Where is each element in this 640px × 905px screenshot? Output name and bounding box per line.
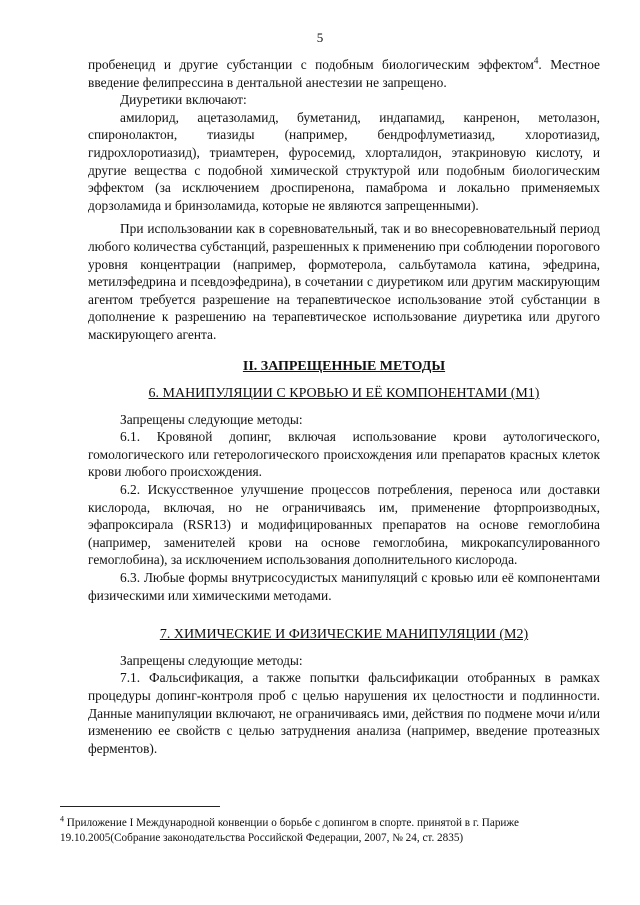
paragraph-item-6-1: 6.1. Кровяной допинг, включая использование крови аутологического, гомологического или гетерологического происхождения или препаратов красных клеток крови любого происхождения.: [88, 429, 600, 480]
paragraph-m2-intro: Запрещены следующие методы:: [120, 652, 303, 668]
paragraph-text: пробенецид и другие субстанции с подобным биологическим эффектом: [88, 57, 534, 72]
paragraph-therapeutic-use: При использовании как в соревновательный, так и во внесоревновательный период любого количества субстанций, разрешенных к применению при соблюдении порогового уровня концентрации (например, формотерола, сальбутамола катина, эфедрина, метилэфедрина и псевдоэфедрина), в сочетании с диуретиком или другим маскирующим агентом требуется разрешение на терапевтическое использование этой субстанции в дополнение к разрешению на терапевтическое использование диуретика или другого маскирующего агента.: [88, 221, 600, 342]
paragraph-item-7-1: 7.1. Фальсификация, а также попытки фальсификации отобранных в рамках процедуры допинг-контроля проб с целью нарушения их целостности и подлинности. Данные манипуляции включают, не ограничиваясь ими, действия по подмене мочи и/или изменению ее свойств с целью затруднения анализа (например, введение протеазных ферментов).: [88, 670, 600, 756]
paragraph-m1-intro: Запрещены следующие методы:: [120, 411, 303, 427]
paragraph-probenecid: [88, 56, 600, 91]
footnote: [60, 816, 580, 846]
paragraph-diuretics-intro: Диуретики включают:: [120, 92, 247, 108]
section-title-m1: 6. МАНИПУЛЯЦИИ С КРОВЬЮ И ЕЁ КОМПОНЕНТАМИ (M1): [148, 386, 540, 402]
paragraph-text: . Местное введение фелипрессина в дентальной анестезии не запрещено.: [88, 57, 601, 90]
section-title-m2: 7. ХИМИЧЕСКИЕ И ФИЗИЧЕСКИЕ МАНИПУЛЯЦИИ (M2): [159, 627, 529, 643]
page-number: 5: [316, 30, 324, 45]
paragraph-item-6-3: 6.3. Любые формы внутрисосудистых манипуляций с кровью или её компонентами физическими или химическими методами.: [88, 570, 600, 603]
footnote-marker: 4: [60, 814, 64, 824]
paragraph-diuretics-list: амилорид, ацетазоламид, буметанид, индапамид, канренон, метолазон, спиронолактон, тиазиды (например, бендрофлуметиазид, хлоротиазид, гидрохлоротиазид), триамтерен, фуросемид, хлорталидон, этакриновую кислоту, и другие вещества с подобной химической структурой или подобным биологическим эффектом (за исключением дроспиренона, памаброма и локально применяемых дорзоламида и бринзоламида, которые не являются запрещенными).: [88, 109, 600, 213]
section-title-prohibited-methods: II. ЗАПРЕЩЕННЫЕ МЕТОДЫ: [242, 358, 446, 374]
document-body: [88, 56, 600, 757]
footnote-ref: 4: [533, 55, 539, 66]
footnote-divider: [60, 806, 220, 807]
paragraph-item-6-2: 6.2. Искусственное улучшение процессов потребления, переноса или доставки кислорода, включая, но не ограничиваясь им, применение фторпроизводных, эфапроксирала (RSR13) и модифицированных препаратов на основе гемоглобина (например, заменителей крови на основе гемоглобина, микрокапсулированного гемоглобина), за исключением использования дополнительного кислорода.: [88, 482, 600, 568]
footnote-text: Приложение I Международной конвенции о борьбе с допингом в спорте. принятой в г. Париже 19.10.2005(Собрание законодательства Российской Федерации, 2007, № 24, ст. 2835): [60, 817, 519, 844]
